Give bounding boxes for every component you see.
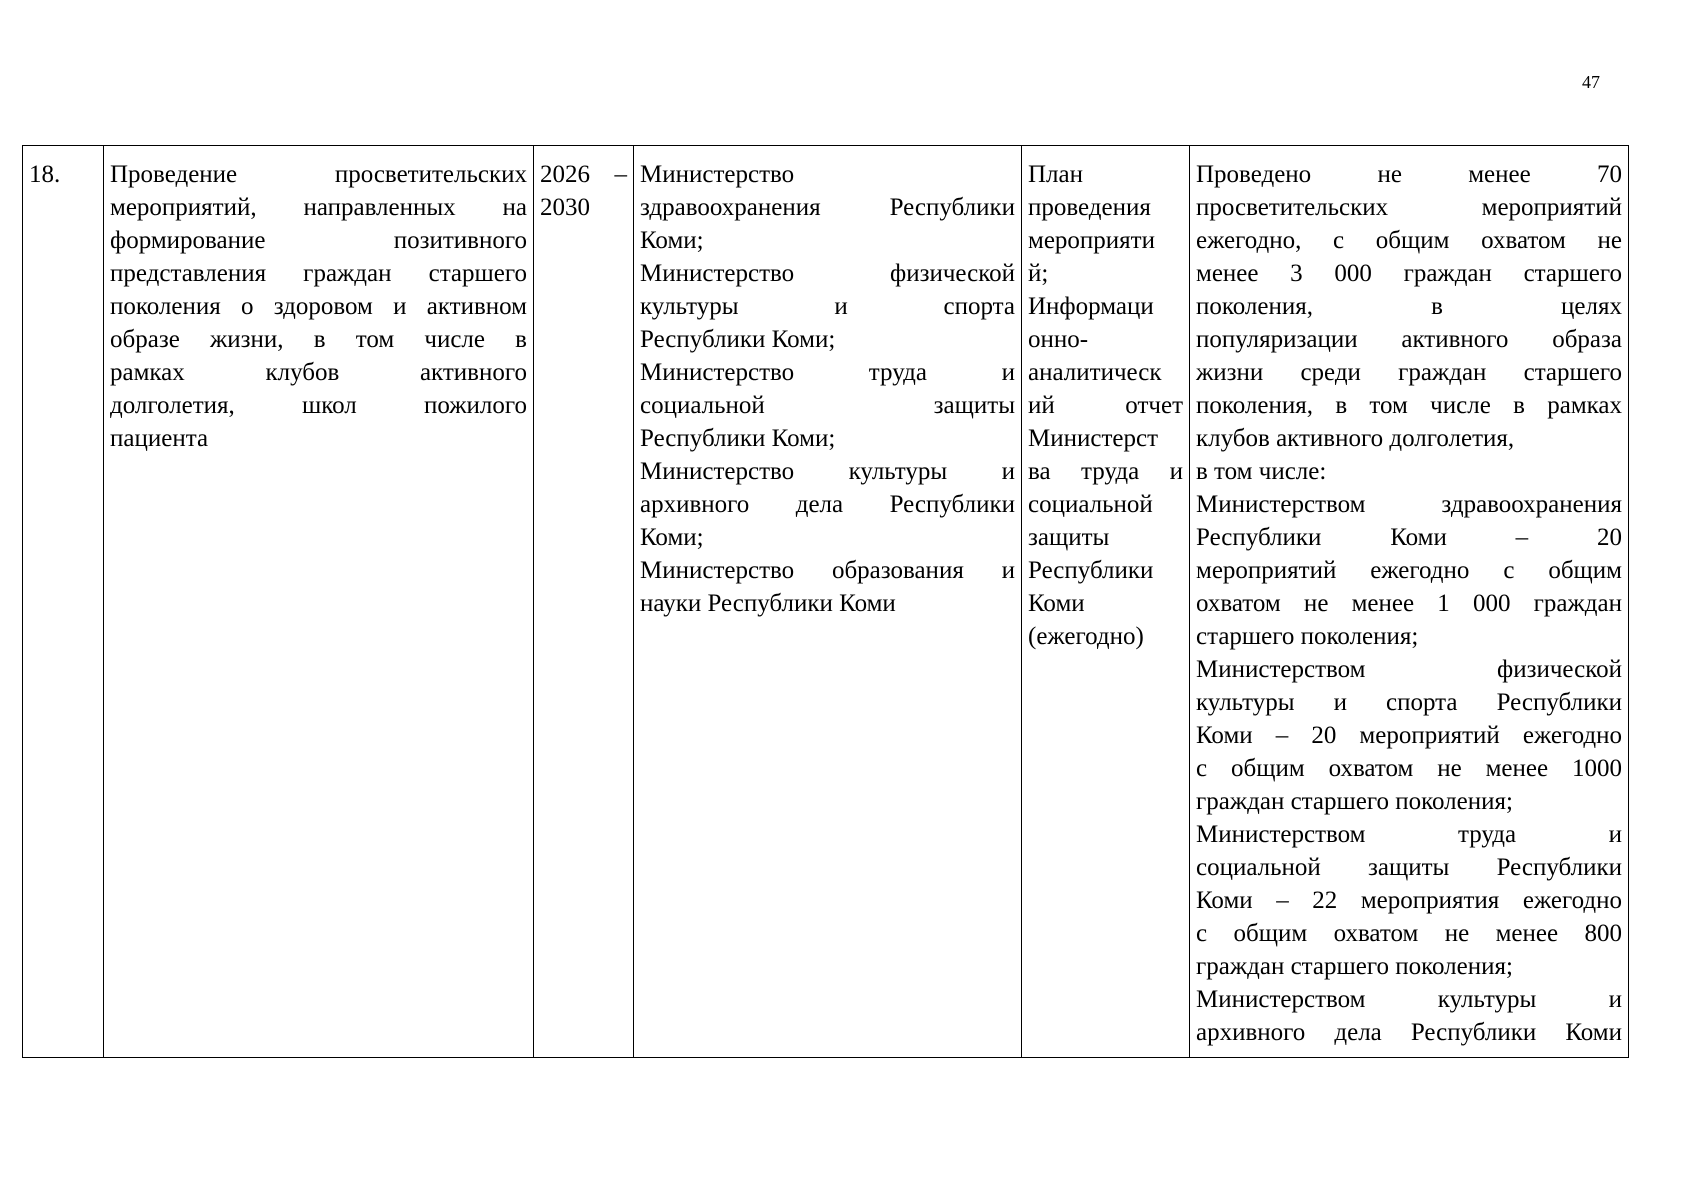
text-line: образе жизни, в том числе в [110, 326, 527, 353]
text-line: Проведено не менее 70 [1196, 161, 1622, 188]
text-line: мероприятий, направленных на [110, 194, 527, 221]
text-line: ежегодно, с общим охватом не [1196, 227, 1622, 254]
text-line: рамках клубов активного [110, 359, 527, 386]
text-line: ий отчет [1028, 392, 1183, 419]
text-line: охватом не менее 1 000 граждан [1196, 590, 1622, 617]
activities-table [22, 145, 1629, 1058]
text-line: поколения о здоровом и активном [110, 293, 527, 320]
text-line: 2026 – [540, 161, 627, 188]
text-line: архивного дела Республики [640, 491, 1015, 518]
text-line: Коми; [640, 227, 704, 254]
text-line: социальной защиты [640, 392, 1015, 419]
report-form-cell [1022, 146, 1190, 1058]
text-line: Республики Коми; [640, 425, 836, 452]
text-line: 2030 [540, 194, 590, 221]
row-number: 18. [29, 161, 61, 188]
text-line: менее 3 000 граждан старшего [1196, 260, 1622, 287]
result-cell [1190, 146, 1629, 1058]
text-line: формирование позитивного [110, 227, 527, 254]
text-line: Республики Коми – 20 [1196, 524, 1622, 551]
text-line: популяризации активного образа [1196, 326, 1622, 353]
text-line: граждан старшего поколения; [1196, 953, 1513, 980]
text-line: архивного дела Республики Коми [1196, 1019, 1622, 1046]
text-line: старшего поколения; [1196, 623, 1419, 650]
text-line: Министерством здравоохранения [1196, 491, 1622, 518]
text-line: Министерство [640, 161, 795, 188]
text-line: Министерство образования и [640, 557, 1015, 584]
text-line: здравоохранения Республики [640, 194, 1015, 221]
text-line: Министерством физической [1196, 656, 1622, 683]
text-line: Коми [1028, 590, 1085, 617]
report-form-text [1028, 158, 1183, 653]
text-line: науки Республики Коми [640, 590, 896, 617]
text-line: Министерством культуры и [1196, 986, 1622, 1013]
text-line: жизни среди граждан старшего [1196, 359, 1622, 386]
text-line: мероприятий ежегодно с общим [1196, 557, 1622, 584]
result-text [1196, 158, 1622, 1049]
text-line: в том числе: [1196, 458, 1327, 485]
text-line: защиты [1028, 524, 1110, 551]
text-line: социальной защиты Республики [1196, 854, 1622, 881]
text-line: с общим охватом не менее 800 [1196, 920, 1622, 947]
text-line: Министерство физической [640, 260, 1015, 287]
text-line: мероприяти [1028, 227, 1155, 254]
text-line: социальной [1028, 491, 1153, 518]
text-line: просветительских мероприятий [1196, 194, 1622, 221]
text-line: клубов активного долголетия, [1196, 425, 1515, 452]
text-line: представления граждан старшего [110, 260, 527, 287]
page-number: 47 [1582, 72, 1600, 92]
text-line: Министерство культуры и [640, 458, 1015, 485]
period-cell [534, 146, 634, 1058]
executors-cell [634, 146, 1022, 1058]
text-line: культуры и спорта Республики [1196, 689, 1622, 716]
table-row [23, 146, 1629, 1058]
text-line: с общим охватом не менее 1000 [1196, 755, 1622, 782]
text-line: онно- [1028, 326, 1089, 353]
text-line: Информаци [1028, 293, 1154, 320]
text-line: (ежегодно) [1028, 623, 1144, 650]
period-text [540, 158, 627, 224]
text-line: поколения, в том числе в рамках [1196, 392, 1622, 419]
text-line: Коми – 22 мероприятия ежегодно [1196, 887, 1622, 914]
text-line: проведения [1028, 194, 1151, 221]
text-line: аналитическ [1028, 359, 1162, 386]
text-line: План [1028, 161, 1084, 188]
text-line: Республики [1028, 557, 1154, 584]
text-line: Республики Коми; [640, 326, 836, 353]
text-line: культуры и спорта [640, 293, 1015, 320]
text-line: Министерством труда и [1196, 821, 1622, 848]
text-line: Коми; [640, 524, 704, 551]
row-number-cell [23, 146, 104, 1058]
text-line: й; [1028, 260, 1049, 287]
activity-cell [104, 146, 534, 1058]
text-line: поколения, в целях [1196, 293, 1622, 320]
text-line: Министерст [1028, 425, 1159, 452]
text-line: пациента [110, 425, 209, 452]
executors-text [640, 158, 1015, 620]
text-line: граждан старшего поколения; [1196, 788, 1513, 815]
text-line: ва труда и [1028, 458, 1183, 485]
activity-text [110, 158, 527, 455]
text-line: Проведение просветительских [110, 161, 527, 188]
text-line: Министерство труда и [640, 359, 1015, 386]
text-line: долголетия, школ пожилого [110, 392, 527, 419]
text-line: Коми – 20 мероприятий ежегодно [1196, 722, 1622, 749]
